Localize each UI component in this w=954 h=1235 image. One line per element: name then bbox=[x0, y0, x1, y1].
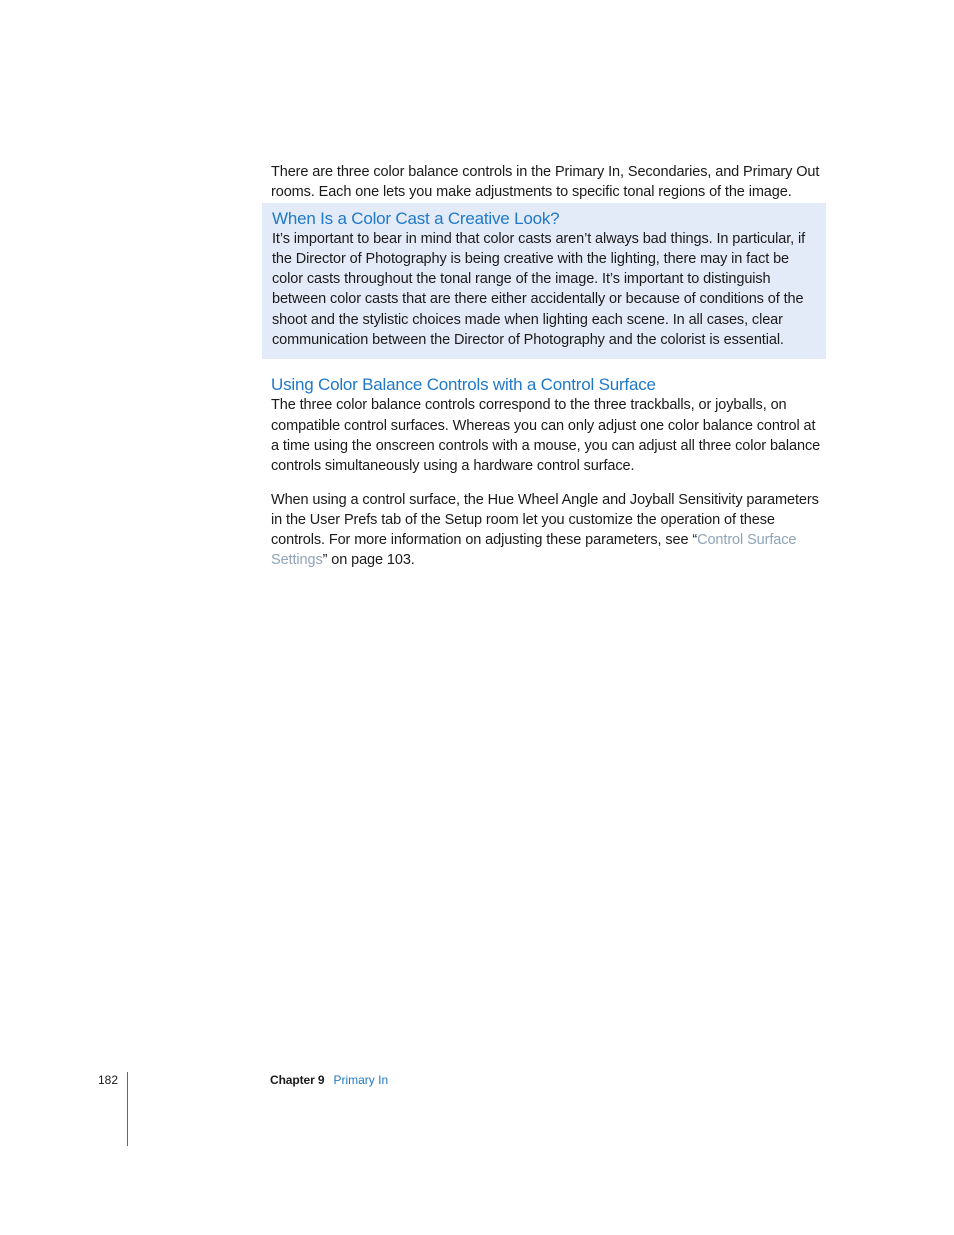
sidebar-heading: When Is a Color Cast a Creative Look? bbox=[272, 208, 560, 228]
main-content bbox=[271, 162, 826, 571]
page-number: 182 bbox=[98, 1073, 119, 1087]
chapter-label: Chapter 9 bbox=[270, 1073, 325, 1087]
footer-chapter bbox=[270, 1073, 388, 1087]
cross-reference-link[interactable]: Control Surface Settings bbox=[271, 532, 797, 569]
chapter-title: Primary In bbox=[333, 1073, 389, 1087]
section-paragraph-2 bbox=[271, 490, 826, 571]
section-control-surface bbox=[271, 375, 826, 570]
sidebar-note bbox=[262, 203, 826, 360]
sidebar-paragraph: It’s important to bear in mind that color casts aren’t always bad things. In particular, if the Director of Photography is being creative with the lighting, there may in fact be color casts throughout the tonal range of the image. It’s important to distinguish between color casts that are there either accidentally or because of conditions of the shoot and the stylistic choices made when lighting each scene. In all cases, clear communication between the Director of Photography and the colorist is essential. bbox=[272, 230, 806, 349]
section-heading: Using Color Balance Controls with a Control Surface bbox=[271, 375, 656, 395]
footer-divider bbox=[127, 1072, 128, 1146]
paragraph-text-after-link: ” on page 103. bbox=[322, 552, 415, 569]
intro-paragraph: There are three color balance controls in the Primary In, Secondaries, and Primary Out rooms. Each one lets you make adjustments to specific tonal regions of the image. bbox=[271, 164, 820, 201]
paragraph-text-before-link: When using a control surface, the Hue Wheel Angle and Joyball Sensitivity parameters in the User Prefs tab of the Setup room let you customize the operation of these controls. For more information on adjusting these parameters, see “ bbox=[271, 491, 819, 549]
section-paragraph-1: The three color balance controls correspond to the three trackballs, or joyballs, on compatible control surfaces. Whereas you can only adjust one color balance control at a time using the onscreen controls with a mouse, you can adjust all three color balance controls simultaneously using a hardware control surface. bbox=[271, 397, 821, 475]
